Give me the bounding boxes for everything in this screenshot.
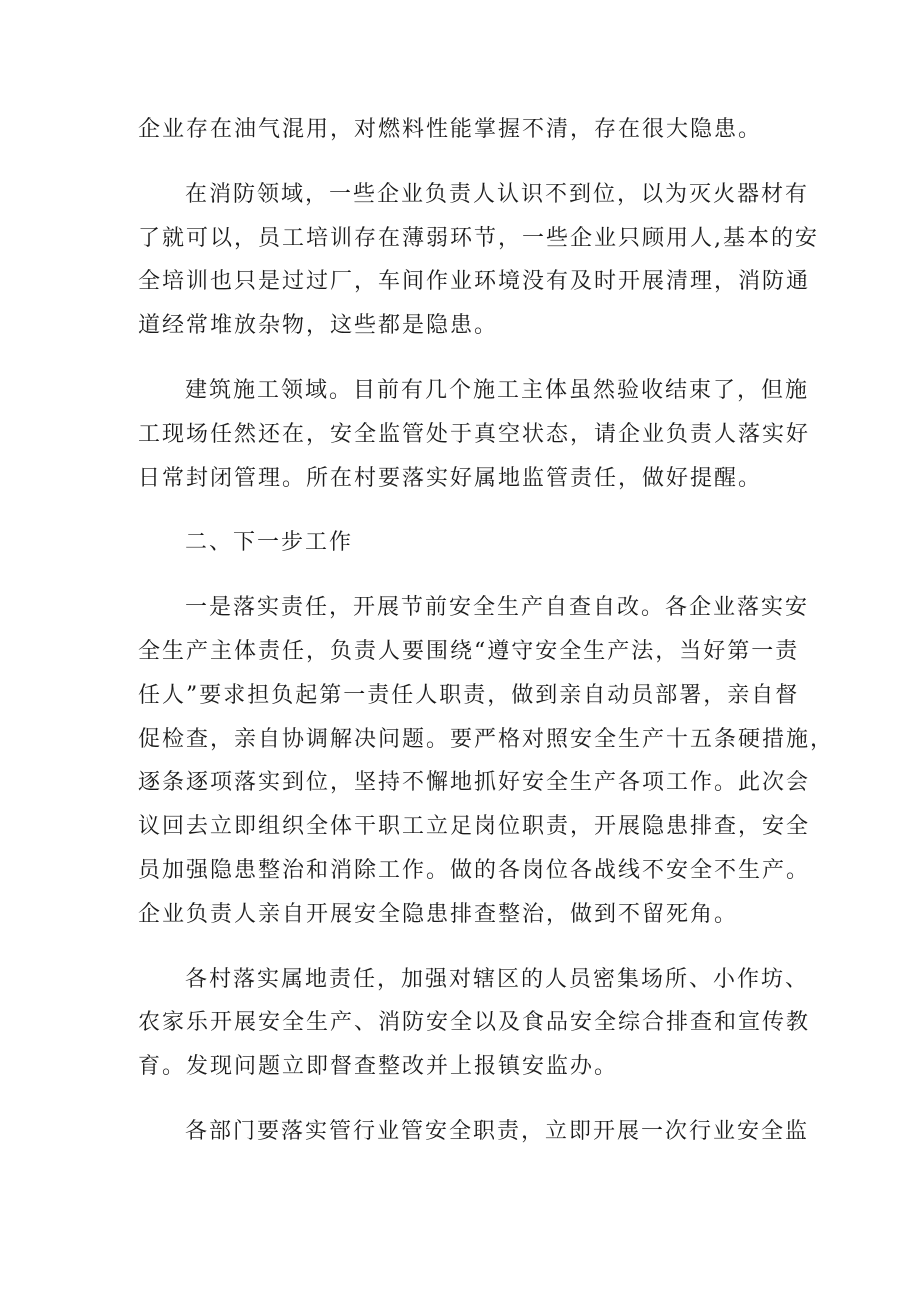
text-line: 各部门要落实管行业管安全职责，立即开展一次行业安全监 <box>185 1118 810 1144</box>
document-body <box>138 108 835 1175</box>
text-line: 育。发现问题立即督查整改并上报镇安监办。 <box>138 1054 619 1080</box>
text-line: 任人”要求担负起第一责任人职责，做到亲自动员部署，亲自督 <box>138 682 800 708</box>
text-line: 各村落实属地责任，加强对辖区的人员密集场所、小作坊、 <box>185 966 810 992</box>
paragraph <box>138 586 835 936</box>
text-line: 全生产主体责任，负责人要围绕“遵守安全生产法，当好第一责 <box>138 638 800 664</box>
paragraph <box>138 173 819 348</box>
text-line: 企业存在油气混用，对燃料性能掌握不清，存在很大隐患。 <box>138 117 763 142</box>
text-line: 全培训也只是过过厂，车间作业环境没有及时开展清理，消防通 <box>138 269 811 295</box>
paragraph <box>138 369 811 500</box>
paragraph <box>138 108 798 152</box>
text-line: 议回去立即组织全体干职工立足岗位职责，开展隐患排查，安全 <box>138 814 811 840</box>
text-line: 企业负责人亲自开展安全隐患排查整治，做到不留死角。 <box>138 901 739 927</box>
text-line: 农家乐开展安全生产、消防安全以及食品安全综合排查和宣传教 <box>138 1010 811 1036</box>
text-line: 二、下一步工作 <box>185 530 354 556</box>
text-line: 工现场任然还在，安全监管处于真空状态，请企业负责人落实好 <box>138 421 811 447</box>
text-line: 促检查，亲自协调解决问题。要严格对照安全生产十五条硬措施， <box>138 726 835 752</box>
text-line: 建筑施工领域。目前有几个施工主体虽然验收结束了，但施 <box>185 377 810 403</box>
text-line: 逐条逐项落实到位，坚持不懈地抓好安全生产各项工作。此次会 <box>138 770 811 796</box>
text-line: 了就可以，员工培训存在薄弱环节，一些企业只顾用人,基本的安 <box>138 225 819 251</box>
text-line: 日常封闭管理。所在村要落实好属地监管责任，做好提醒。 <box>138 465 763 491</box>
text-line: 在消防领域，一些企业负责人认识不到位，以为灭火器材有 <box>185 181 810 207</box>
text-line: 员加强隐患整治和消除工作。做的各岗位各战线不安全不生产。 <box>138 857 811 883</box>
text-line: 一是落实责任，开展节前安全生产自查自改。各企业落实安 <box>185 595 810 621</box>
section-heading <box>138 521 798 565</box>
paragraph <box>138 1110 810 1154</box>
text-line: 道经常堆放杂物，这些都是隐患。 <box>138 313 499 339</box>
paragraph <box>138 958 811 1089</box>
